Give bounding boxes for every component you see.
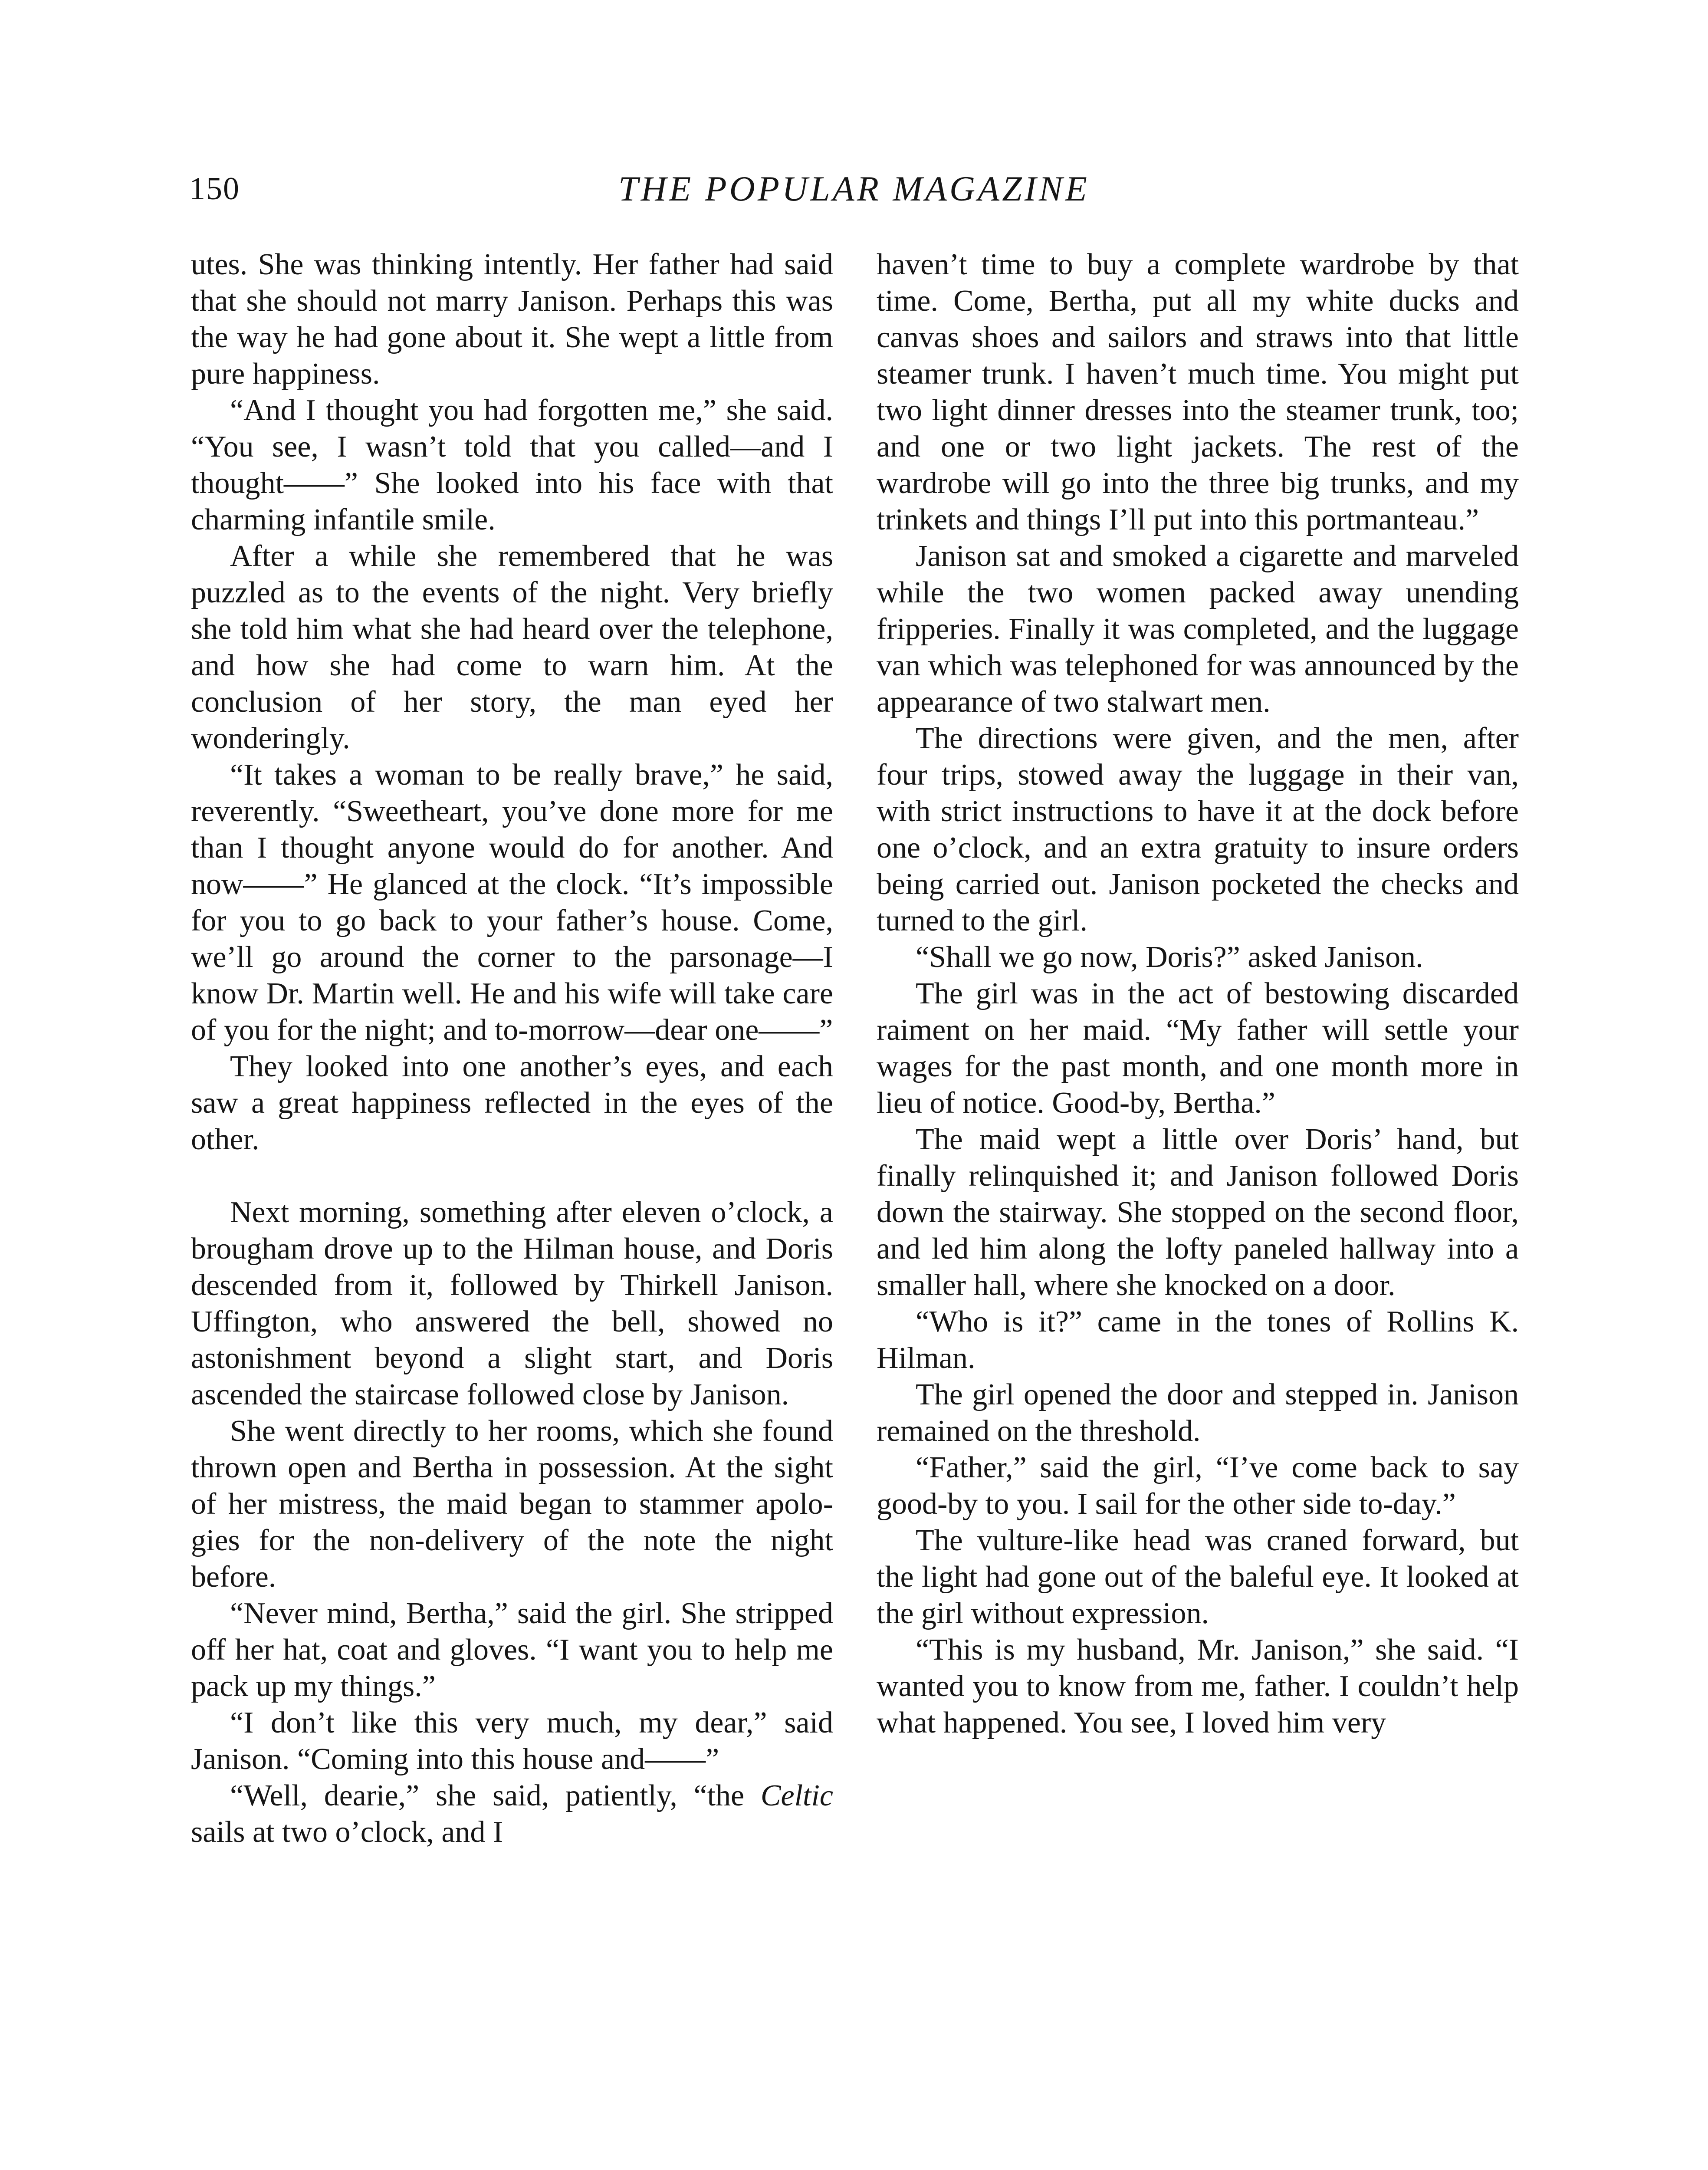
paragraph: Janison sat and smoked a cigarette and marveled while the two women packed away unending fripperies. Finally it was completed, and the luggage van which was telephoned for was announced by the appearance of two stalwart men.: [877, 539, 1519, 719]
paragraph: “Father,” said the girl, “I’ve come back to say good-by to you. I sail for the other side to-day.”: [877, 1451, 1519, 1521]
paragraph: “It takes a woman to be really brave,” he said, reverently. “Sweetheart, you’ve done more for me than I thought anyone would do for another. And now——” He glanced at the clock. “It’s impossible for you to go back to your father’s house. Come, we’ll go around the corner to the parsonage—I know Dr. Martin well. He and his wife will take care of you for the night; and to-morrow—dear one——”: [191, 758, 833, 1047]
paragraph: The vulture-like head was craned forward, but the light had gone out of the baleful eye. It looked at the girl without expression.: [877, 1524, 1519, 1630]
paragraph: The directions were given, and the men, after four trips, stowed away the luggage in their van, with strict instructions to have it at the dock before one o’clock, and an extra gratuity to insure orders being carried out. Janison pocketed the checks and turned to the girl.: [877, 722, 1519, 937]
paragraph: “Who is it?” came in the tones of Rollins K. Hilman.: [877, 1305, 1519, 1375]
paragraph: They looked into one another’s eyes, and each saw a great happiness reflected in the eyes of the other.: [191, 1050, 833, 1156]
paragraph: haven’t time to buy a complete wardrobe by that time. Come, Bertha, put all my white ducks and canvas shoes and sailors and straws into that little steamer trunk. I haven’t much time. You might put two light dinner dresses into the steamer trunk, too; and one or two light jackets. The rest of the wardrobe will go into the three big trunks, and my trinkets and things I’ll put into this portmanteau.”: [877, 248, 1519, 536]
paragraph: “Never mind, Bertha,” said the girl. She stripped off her hat, coat and gloves. “I want you to help me pack up my things.”: [191, 1597, 833, 1703]
paragraph: “This is my husband, Mr. Janison,” she said. “I wanted you to know from me, father. I couldn’t help what happened. You see, I loved him very: [877, 1633, 1519, 1739]
page-header: [189, 165, 1519, 213]
paragraph: “Shall we go now, Doris?” asked Janison.: [916, 940, 1423, 974]
right-column: [877, 247, 1519, 1741]
paragraph: The maid wept a little over Doris’ hand, but finally relinquished it; and Janison followed Doris down the stairway. She stopped on the second floor, and led him along the lofty paneled hallway into a smaller hall, where she knocked on a door.: [877, 1123, 1519, 1302]
left-column: [191, 247, 833, 1851]
paragraph: After a while she remembered that he was puzzled as to the events of the night. Very briefly she told him what she had heard over the telephone, and how she had come to warn him. At the conclusion of her story, the man eyed her wonderingly.: [191, 539, 833, 755]
paragraph: “And I thought you had forgotten me,” she said. “You see, I wasn’t told that you called—and I thought——” She looked into his face with that charming infantile smile.: [191, 394, 833, 536]
ship-name: Celtic: [760, 1779, 833, 1812]
paragraph: She went directly to her rooms, which she found thrown open and Bertha in possession. At the sight of her mistress, the maid began to stammer apologies for the non-delivery of the note the night before.: [191, 1414, 833, 1594]
paragraph: Next morning, something after eleven o’clock, a brougham drove up to the Hilman house, and Doris descended from it, followed by Thirkell Janison. Uffington, who answered the bell, showed no astonishment beyond a slight start, and Doris ascended the staircase followed close by Janison.: [191, 1196, 833, 1411]
paragraph: “I don’t like this very much, my dear,” said Janison. “Coming into this house and——”: [191, 1706, 833, 1776]
running-head: THE POPULAR MAGAZINE: [618, 169, 1090, 208]
page-number: 150: [189, 171, 240, 207]
paragraph: “Well, dearie,” she said, patiently, “the Celtic sails at two o’clock, and I: [191, 1779, 833, 1849]
paragraph: The girl opened the door and stepped in. Janison remained on the threshold.: [877, 1378, 1519, 1448]
paragraph: The girl was in the act of bestowing discarded raiment on her maid. “My father will settle your wages for the past month, and one month more in lieu of notice. Good-by, Bertha.”: [877, 977, 1519, 1120]
paragraph: utes. She was thinking intently. Her father had said that she should not marry Janison. Perhaps this was the way he had gone about it. She wept a little from pure happiness.: [191, 248, 833, 391]
